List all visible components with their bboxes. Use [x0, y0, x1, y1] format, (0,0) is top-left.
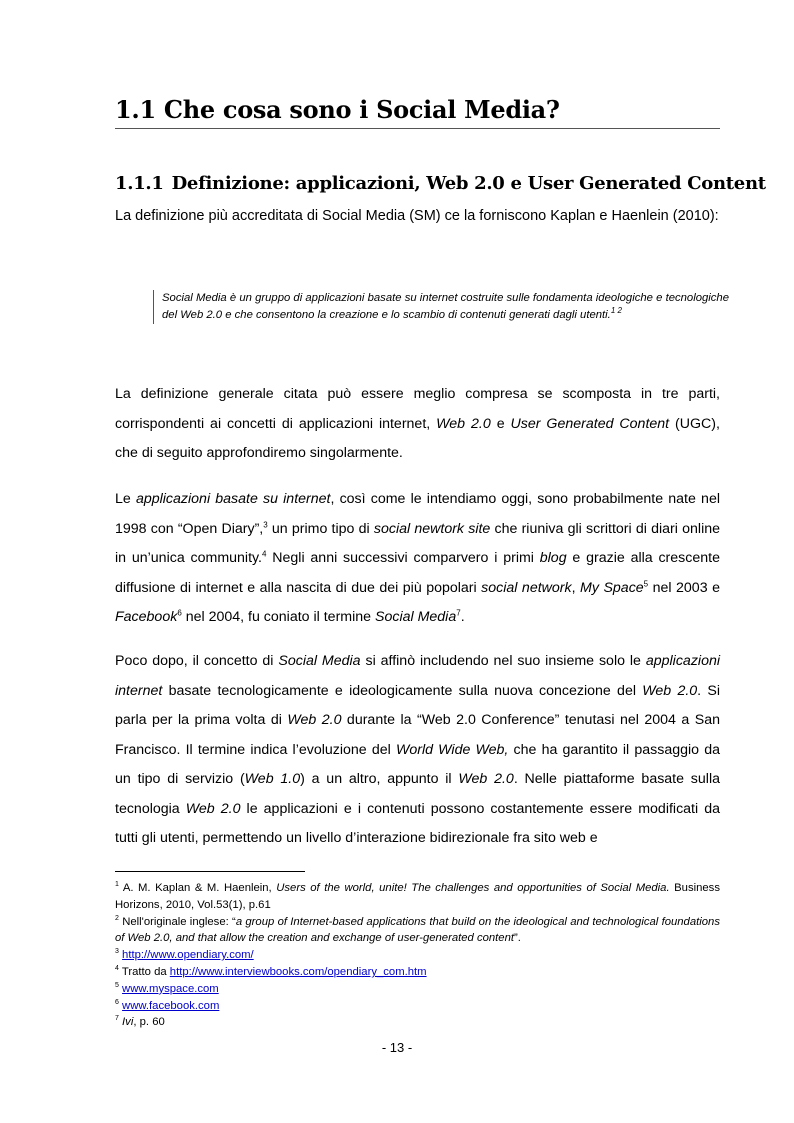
- term-applications: applicazioni basate su internet: [135, 491, 331, 507]
- section-heading: 1.1 Che cosa sono i Social Media?: [115, 95, 720, 129]
- ivi-abbrev: Ivi: [122, 1016, 134, 1029]
- text: ,: [571, 579, 581, 596]
- term-social-network-site: social newtork site: [373, 520, 491, 537]
- text: Le: [115, 491, 136, 507]
- link-interviewbooks[interactable]: http://www.interviewbooks.com/opendiary_com.htm: [169, 965, 427, 978]
- original-quote: a group of Internet-based applications that build on the ideological and technological foundations of Web 2.0, and that allow the creation and exchange of user-generated content: [115, 915, 720, 945]
- text: nel 2004, fu coniato il termine: [181, 609, 375, 625]
- term-blog: blog: [539, 550, 567, 566]
- footnote-number: 5: [115, 982, 119, 990]
- term-ugc: User Generated Content: [510, 415, 670, 432]
- paragraph-web20: [115, 647, 720, 854]
- term-www: World Wide Web,: [395, 741, 509, 758]
- footnote-ref: 5: [643, 578, 649, 588]
- text: . Si parla per la prima volta di: [115, 682, 720, 728]
- term-web20: Web 2.0: [436, 415, 491, 432]
- footnote-ref: 4: [262, 549, 267, 559]
- footnote-5: [115, 981, 720, 998]
- footnote-number: 2: [115, 914, 119, 922]
- term-applications: applicazioni internet: [115, 653, 720, 699]
- text: Poco dopo, il concetto di: [115, 653, 279, 669]
- subsection-heading: [115, 173, 766, 194]
- subsection-number: 1.1.1: [115, 173, 164, 194]
- term-social-network: social network: [481, 579, 572, 596]
- footnote-6: [115, 998, 720, 1015]
- footnotes: [115, 880, 720, 1031]
- text: le applicazioni e i contenuti possono costantemente essere modificati da tutti gli utenti, permettendo un livello d’interazione bidirezionale fra sito web e: [115, 800, 720, 846]
- text: ) a un altro, appunto il: [300, 771, 459, 787]
- term-myspace: My Space: [580, 579, 644, 596]
- term-facebook: Facebook: [115, 609, 178, 625]
- text: , p. 60: [133, 1016, 165, 1029]
- footnote-2: [115, 914, 720, 948]
- text: ”.: [514, 932, 521, 945]
- footnote-separator: [115, 871, 305, 872]
- term-social-media: Social Media: [278, 653, 361, 669]
- text: La definizione generale citata può essere meglio compresa se scomposta in tre parti, corrispondenti ai concetti di applicazioni internet,: [115, 386, 720, 432]
- term-social-media: Social Media: [375, 609, 457, 625]
- footnote-number: 7: [115, 1015, 119, 1023]
- footnote-7: [115, 1014, 720, 1031]
- text: che riuniva gli scrittori di diari online in un’unica community.: [115, 520, 721, 566]
- footnote-number: 1: [115, 881, 119, 889]
- text: Business Horizons, 2010, Vol.53(1), p.61: [115, 882, 720, 911]
- text: basate tecnologicamente e ideologicamente sulla nuova concezione del: [162, 682, 643, 699]
- footnote-ref: 7: [456, 608, 461, 618]
- text: Negli anni successivi comparvero i primi: [266, 550, 540, 566]
- text: si affinò includendo nel suo insieme solo le: [360, 653, 646, 669]
- text: (UGC), che di seguito approfondiremo singolarmente.: [115, 415, 720, 461]
- footnote-ref: 3: [263, 519, 268, 529]
- subsection-title: Definizione: applicazioni, Web 2.0 e User Generated Content: [171, 173, 766, 194]
- text: .: [460, 609, 465, 625]
- text: durante la “Web 2.0 Conference” tenutasi nel 2004 a San Francisco. Il termine indica l’evoluzione del: [115, 712, 720, 758]
- link-facebook[interactable]: www.facebook.com: [122, 999, 220, 1012]
- footnote-number: 3: [115, 948, 119, 956]
- footnote-ref: 6: [177, 608, 182, 618]
- term-web20: Web 2.0: [458, 771, 514, 787]
- text: e grazie alla crescente diffusione di internet e alla nascita di due dei più popolari: [115, 550, 720, 596]
- text: Nell'originale inglese: “: [118, 915, 236, 928]
- footnote-number: 4: [115, 965, 119, 973]
- paragraph-applications: [115, 485, 720, 633]
- page-number: - 13 -: [381, 1040, 413, 1055]
- text: , così come le intendiamo oggi, sono probabilmente nate nel 1998 con “Open Diary”,: [115, 491, 720, 537]
- text: . Nelle piattaforme basate sulla tecnologia: [115, 771, 720, 817]
- link-opendiary[interactable]: http://www.opendiary.com/: [122, 949, 254, 962]
- quote-text: Social Media è un gruppo di applicazioni basate su internet costruite sulle fondamenta ideologiche e tecnologiche del Web 2.0 e che consentono la creazione e lo scambio di contenuti generati dagli utenti.: [162, 292, 729, 321]
- term-web20: Web 2.0: [642, 682, 698, 699]
- footnote-1: [115, 880, 720, 914]
- text: un primo tipo di: [267, 520, 374, 537]
- text: Tratto da: [118, 965, 170, 978]
- term-web10: Web 1.0: [244, 771, 301, 787]
- term-web20: Web 2.0: [185, 800, 241, 817]
- footnote-3: [115, 947, 720, 964]
- footnote-4: [115, 964, 720, 981]
- block-quote: [153, 290, 729, 324]
- paragraph-definition: [115, 380, 720, 469]
- footnote-number: 6: [115, 998, 119, 1006]
- text: nel 2003 e: [648, 579, 720, 596]
- intro-paragraph: La definizione più accreditata di Social Media (SM) ce la forniscono Kaplan e Haenlein (2010):: [115, 208, 719, 224]
- text: che ha garantito il passaggio da un tipo di servizio (: [115, 741, 720, 787]
- cited-title: Users of the world, unite! The challenges and opportunities of Social Media.: [276, 882, 670, 894]
- text: A. M. Kaplan & M. Haenlein,: [118, 882, 277, 894]
- term-web20: Web 2.0: [287, 712, 342, 728]
- quote-footnote-refs: 1 2: [610, 306, 622, 316]
- text: e: [490, 415, 511, 432]
- link-myspace[interactable]: www.myspace.com: [122, 982, 219, 995]
